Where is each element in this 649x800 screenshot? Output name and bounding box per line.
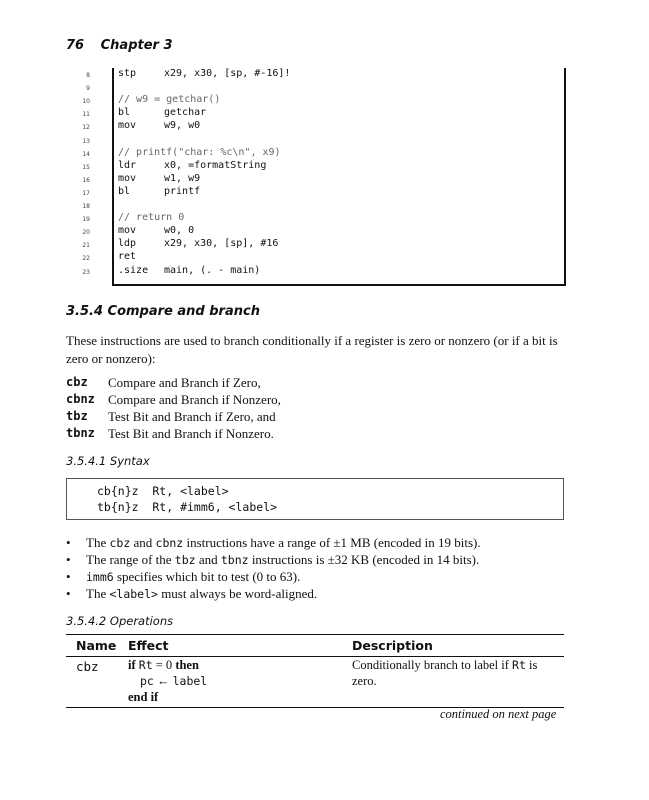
- code-operands: x29, x30, [sp, #-16]!: [164, 68, 291, 79]
- page-number: 76: [66, 38, 85, 53]
- page-header: [66, 38, 185, 53]
- code-line: [66, 265, 564, 278]
- code-line: [66, 68, 564, 81]
- instruction-mnemonic: tbz: [66, 409, 88, 423]
- instruction-description: Test Bit and Branch if Zero, and: [108, 409, 276, 424]
- column-header-effect: Effect: [128, 638, 169, 653]
- code-line: [66, 225, 564, 238]
- syntax-line: cb{n}z Rt, <label>: [97, 484, 229, 498]
- chapter-title: Chapter 3: [100, 38, 173, 53]
- line-number: 23: [82, 268, 90, 276]
- note-item: • imm6 specifies which bit to test (0 to 63).: [66, 568, 566, 585]
- code-operands: x29, x30, [sp], #16: [164, 238, 279, 250]
- operation-effect-line: pc ← label: [140, 674, 208, 688]
- line-number: 13: [82, 137, 90, 145]
- column-header-name: Name: [76, 638, 117, 653]
- code-operands: printf: [164, 185, 201, 197]
- code-opcode: .size: [118, 264, 149, 276]
- code-comment: // w9 = getchar(): [118, 94, 221, 106]
- code-operands: w1, w9: [164, 172, 201, 184]
- line-number: 18: [82, 203, 90, 210]
- syntax-box: [66, 478, 564, 520]
- code-line: [66, 186, 564, 199]
- line-number: 20: [82, 229, 90, 237]
- code-opcode: ret: [118, 251, 137, 263]
- code-comment: // return 0: [118, 212, 185, 224]
- syntax-line: tb{n}z Rt, #imm6, <label>: [97, 500, 278, 514]
- line-number: 19: [82, 216, 90, 224]
- instruction-description: Compare and Branch if Nonzero,: [108, 392, 281, 407]
- instruction-mnemonic: tbnz: [66, 426, 95, 440]
- line-number: 22: [82, 255, 90, 263]
- code-line: [66, 238, 564, 251]
- instruction-mnemonic: cbz: [66, 375, 88, 389]
- code-opcode: mov: [118, 225, 137, 237]
- code-opcode: bl: [118, 107, 131, 119]
- code-line: [66, 94, 564, 107]
- section-intro: These instructions are used to branch conditionally if a register is zero or nonzero (or if a bit is zero or nonzero):: [66, 333, 558, 366]
- code-operands: x0, =formatString: [164, 159, 267, 171]
- code-operands: w9, w0: [164, 120, 201, 132]
- code-opcode: mov: [118, 120, 137, 132]
- code-line: [66, 173, 564, 186]
- operation-description: Conditionally branch to label if Rt is: [352, 658, 538, 672]
- code-opcode: ldr: [118, 159, 137, 171]
- syntax-heading: 3.5.4.1 Syntax: [66, 454, 150, 468]
- table-rule: [66, 656, 564, 657]
- line-number: 11: [82, 111, 90, 119]
- code-line: [66, 160, 564, 173]
- operation-effect-line: if Rt = 0 then: [128, 658, 199, 672]
- code-opcode: ldp: [118, 238, 137, 250]
- line-number: 10: [82, 98, 90, 106]
- note-item: • The cbz and cbnz instructions have a range of ±1 MB (encoded in 19 bits).: [66, 534, 566, 551]
- code-line: [66, 251, 564, 264]
- instruction-description: Compare and Branch if Zero,: [108, 375, 261, 390]
- operation-effect-line: end if: [128, 690, 159, 704]
- line-number: 21: [82, 242, 90, 250]
- line-number: 17: [82, 189, 90, 197]
- line-number: 16: [82, 176, 90, 184]
- code-opcode: bl: [118, 185, 131, 197]
- code-comment: // printf("char: %c\n", x9): [118, 146, 281, 158]
- note-item: • The <label> must always be word-aligned.: [66, 585, 566, 602]
- operation-name: cbz: [76, 659, 99, 674]
- instruction-description: Test Bit and Branch if Nonzero.: [108, 426, 274, 441]
- operations-heading: 3.5.4.2 Operations: [66, 614, 174, 628]
- line-number: 9: [86, 85, 90, 93]
- continued-note: continued on next page: [440, 707, 557, 721]
- instruction-mnemonic: cbnz: [66, 392, 95, 406]
- section-title: 3.5.4 Compare and branch: [66, 304, 260, 319]
- line-number: 8: [86, 72, 90, 79]
- notes-list: [66, 534, 566, 602]
- code-line: [66, 107, 564, 120]
- line-number: 15: [82, 163, 90, 171]
- column-header-description: Description: [352, 638, 433, 653]
- note-item: • The range of the tbz and tbnz instructions is ±32 KB (encoded in 14 bits).: [66, 551, 566, 568]
- code-line: [66, 199, 564, 212]
- code-line: [66, 120, 564, 133]
- code-line: [66, 134, 564, 147]
- line-number: 12: [82, 124, 90, 132]
- code-opcode: mov: [118, 172, 137, 184]
- table-rule: [66, 634, 564, 635]
- line-number: 14: [82, 150, 90, 158]
- code-operands: getchar: [164, 107, 207, 119]
- code-operands: main, (. - main): [164, 264, 261, 276]
- code-line: [66, 212, 564, 225]
- code-listing: [66, 68, 564, 284]
- operation-description: zero.: [352, 674, 377, 688]
- code-opcode: stp: [118, 68, 137, 79]
- code-line: [66, 147, 564, 160]
- code-operands: w0, 0: [164, 225, 195, 237]
- code-line: [66, 81, 564, 94]
